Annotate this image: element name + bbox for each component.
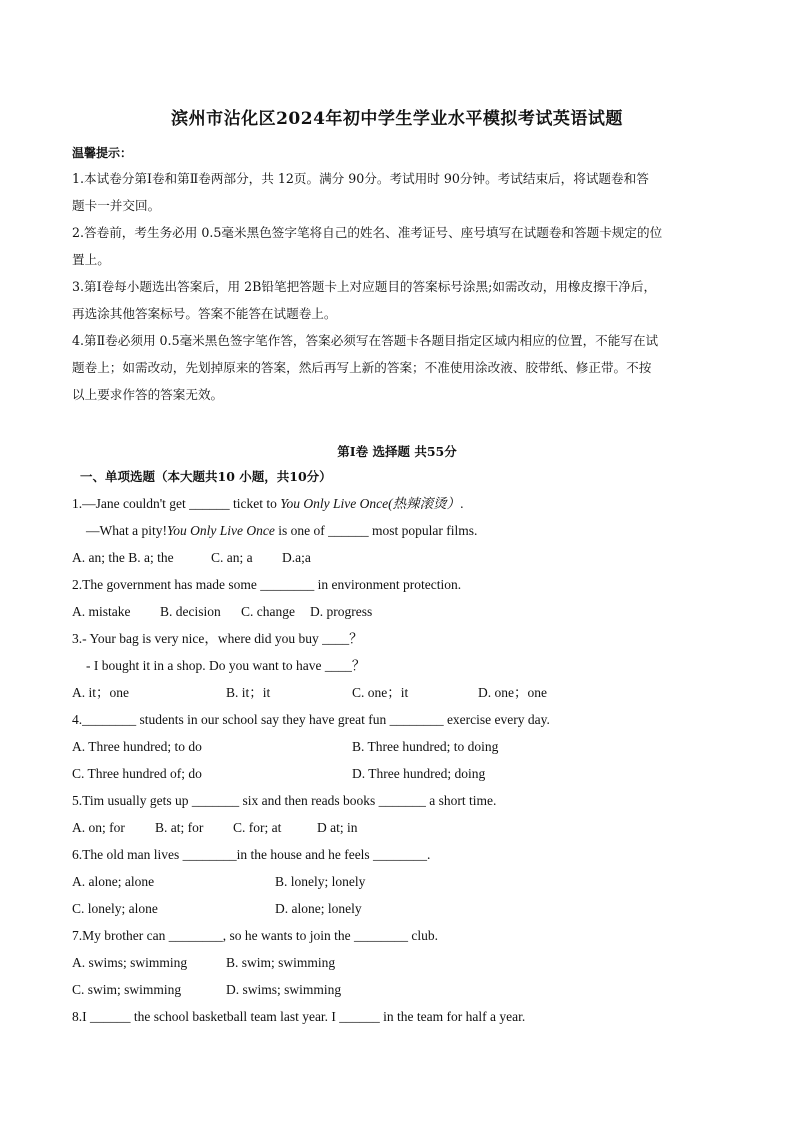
question-text: —What a pity! [86,523,167,538]
question-6-stem: 6.The old man lives ________in the house and he feels ________. [72,847,431,862]
option: B. swim; swimming [226,955,336,970]
film-title: You Only Live Once(热辣滚烫） [280,496,461,511]
notice-title: 温馨提示： [72,146,133,160]
option: B. at; for [155,820,204,835]
option: C. Three hundred of; do [72,766,202,781]
page-title: 滨州市沾化区2024年初中学生学业水平模拟考试英语试题 [171,109,623,129]
option: A. alone; alone [72,874,155,889]
notice-line: 题卷上；如需改动，先划掉原来的答案，然后再写上新的答案；不准使用涂改液、胶带纸、修正带。不按 [72,360,652,375]
option: D. Three hundred; doing [352,766,486,781]
option: A. it；one [72,685,129,700]
option: A. mistake [72,604,131,619]
option: A. on; for [72,820,125,835]
option: B. lonely; lonely [275,874,366,889]
notice-line: 置上。 [72,252,110,267]
option: D.a;a [282,550,311,565]
notice-line: 以上要求作答的答案无效。 [72,387,224,402]
option: C. lonely; alone [72,901,158,916]
notice-line: 1.本试卷分第Ⅰ卷和第Ⅱ卷两部分，共 12页。满分 90分。考试用时 90分钟。考试结束后，将试题卷和答 [72,171,649,186]
option: B. decision [160,604,221,619]
question-8-stem: 8.I ______ the school basketball team last year. I ______ in the team for half a year. [72,1009,526,1024]
question-3-reply: - I bought it in a shop. Do you want to have ____？ [86,658,366,673]
question-5-stem: 5.Tim usually gets up _______ six and then reads books _______ a short time. [72,793,497,808]
notice-line: 题卡一并交回。 [72,198,161,213]
notice-line: 2.答卷前，考生务必用 0.5毫米黑色签字笔将自己的姓名、准考证号、座号填写在试题卷和答题卡规定的位 [72,225,663,240]
question-text: . [460,496,464,511]
option: D. progress [310,604,373,619]
section-title: 一、单项选题（本大题共10 小题，共10分） [80,469,332,484]
question-2-stem: 2.The government has made some ________ in environment protection. [72,577,462,592]
option: D at; in [317,820,358,835]
question-4-stem: 4.________ students in our school say they have great fun ________ exercise every day. [72,712,550,727]
film-title: You Only Live Once [166,523,275,538]
option: C. one；it [352,685,409,700]
notice-line: 3.第Ⅰ卷每小题选出答案后，用 2B铅笔把答题卡上对应题目的答案标号涂黑;如需改动，用橡皮擦干净后， [72,279,657,294]
question-3-stem: 3.- Your bag is very nice，where did you buy ____？ [72,631,363,646]
option: A. swims; swimming [72,955,188,970]
option: D. swims; swimming [226,982,342,997]
option: C. change [241,604,295,619]
option: B. Three hundred; to doing [352,739,499,754]
option: B. it；it [226,685,271,700]
option: A. an; the B. a; the [72,550,174,565]
option: C. for; at [233,820,282,835]
question-text: is one of ______ most popular films. [274,523,478,538]
option: C. swim; swimming [72,982,182,997]
option: D. alone; lonely [275,901,362,916]
option: A. Three hundred; to do [72,739,202,754]
option: C. an; a [211,550,253,565]
option: D. one；one [478,685,547,700]
notice-line: 4.第Ⅱ卷必须用 0.5毫米黑色签字笔作答，答案必须写在答题卡各题目指定区域内相应的位置，不能写在试 [72,333,659,348]
question-1-stem [72,496,464,512]
notice-line: 再选涂其他答案标号。答案不能答在试题卷上。 [72,306,337,321]
question-text: 1.—Jane couldn't get ______ ticket to [72,496,281,511]
part-title: 第Ⅰ卷 选择题 共55分 [337,444,457,459]
question-7-stem: 7.My brother can ________, so he wants to join the ________ club. [72,928,438,943]
question-1-reply [86,523,477,539]
